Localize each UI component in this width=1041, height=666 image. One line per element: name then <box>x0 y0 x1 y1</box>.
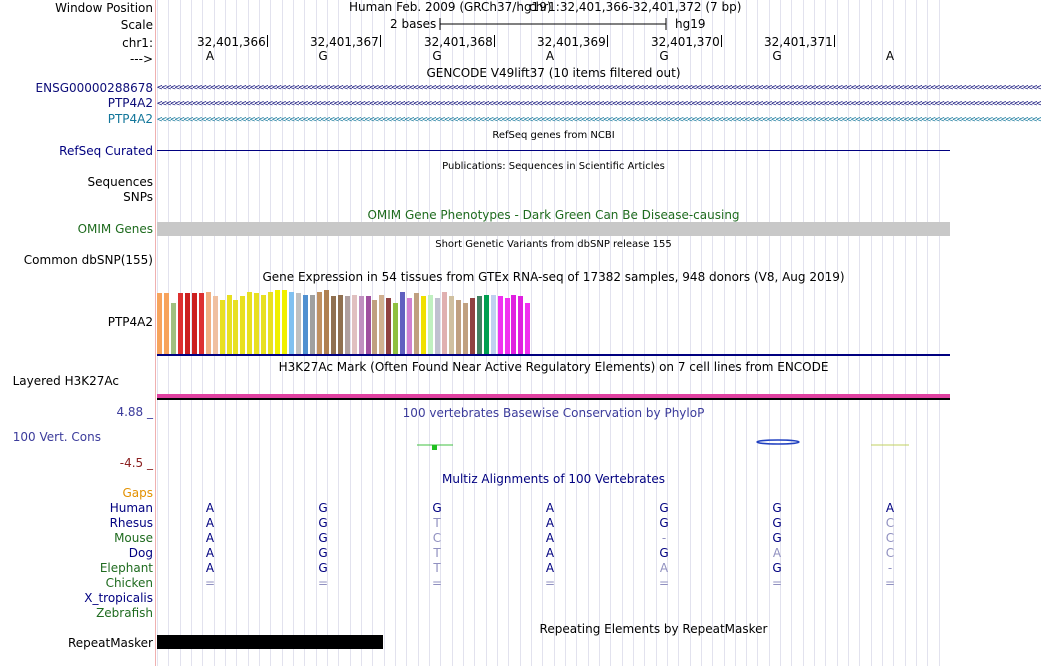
multiz-title: Multiz Alignments of 100 Vertebrates <box>441 472 666 486</box>
species-label-mouse: Mouse <box>114 531 153 545</box>
gtex-tissue-bar[interactable] <box>199 293 204 354</box>
base-letter: A <box>545 546 555 560</box>
gtex-tissue-bar[interactable] <box>386 298 391 354</box>
base-letter: T <box>433 546 441 560</box>
coordinate-label: 32,401,371 <box>764 35 833 49</box>
gtex-tissue-bar[interactable] <box>414 293 419 354</box>
base-letter: = <box>658 576 670 590</box>
alignment-row-mouse <box>157 531 950 545</box>
omim-title: OMIM Gene Phenotypes - Dark Green Can Be Disease-causing <box>367 208 740 222</box>
gtex-tissue-bar[interactable] <box>185 293 190 354</box>
gtex-tissue-bar[interactable] <box>505 298 510 354</box>
base-letter: G <box>659 546 669 560</box>
gtex-tissue-bar[interactable] <box>282 290 287 354</box>
refseq-curated-line[interactable] <box>157 150 950 151</box>
gtex-tissue-bar[interactable] <box>275 290 280 354</box>
publications-title: Publications: Sequences in Scientific Articles <box>442 161 665 172</box>
scale-label: Scale <box>120 18 153 32</box>
gtex-tissue-bar[interactable] <box>511 295 516 354</box>
label-divider <box>155 0 156 666</box>
h3k27ac-title: H3K27Ac Mark (Often Found Near Active Regulatory Elements) on 7 cell lines from ENCODE <box>278 360 829 374</box>
gtex-tissue-bar[interactable] <box>233 300 238 354</box>
species-label-elephant: Elephant <box>99 561 153 575</box>
base-letter: G <box>318 531 328 545</box>
dbsnp-title: Short Genetic Variants from dbSNP release 155 <box>435 239 672 250</box>
base-letter: A <box>772 546 782 560</box>
gene-ptp4a2-alt[interactable]: <<<<<<<<<<<<<<<<<<<<<<<<<<<<<<<<<<<<<<<<<<<<<<<<<<<<<<<<<<<<<<<<<<<<<<<<<<<<<<<<<<<<<<<<<<<<<<<<<<<<<<<<<<<<<<<<<<<<<<<<<<<<<<<<<<<<<<<<<<<<<<<<<<<<<<<<<<<<<<<<<<<<<<<<<<<<<<<<<<<<<<<<<<<<<<<<<<<<<<<< <box>157 115 1041 125</box>
base-letter: - <box>887 561 893 575</box>
gtex-tissue-bar[interactable] <box>393 303 398 354</box>
base-letter: C <box>432 531 442 545</box>
base-letter: G <box>659 501 669 515</box>
base-letter: = <box>544 576 556 590</box>
base-letter: G <box>318 516 328 530</box>
coordinate-label: 32,401,366 <box>197 35 266 49</box>
coordinate-tick <box>721 35 722 47</box>
track-label-ptp4a2-gencode[interactable]: PTP4A2 <box>107 96 153 110</box>
gtex-tissue-bar[interactable] <box>324 290 329 354</box>
gtex-tissue-bar[interactable] <box>491 295 496 354</box>
base-letter: G <box>772 516 782 530</box>
gtex-tissue-bar[interactable] <box>518 296 523 354</box>
track-label-ptp4a2-gencode-alt[interactable]: PTP4A2 <box>107 112 153 126</box>
track-label-gaps: Gaps <box>122 486 153 500</box>
cons-signal[interactable] <box>157 436 950 452</box>
coordinate-tick <box>607 35 608 47</box>
gtex-tissue-bar[interactable] <box>157 293 162 354</box>
gtex-title: Gene Expression in 54 tissues from GTEx RNA-seq of 17382 samples, 948 donors (V8, Aug 2019) <box>262 270 845 284</box>
gtex-tissue-bar[interactable] <box>428 295 433 354</box>
base-letter: C <box>885 546 895 560</box>
base-letter: G <box>318 561 328 575</box>
species-label-x-tropicalis: X_tropicalis <box>84 591 153 605</box>
coordinate-tick <box>834 35 835 47</box>
species-label-zebrafish: Zebrafish <box>96 606 153 620</box>
gtex-tissue-bar[interactable] <box>435 298 440 354</box>
cons-axis-top: 4.88 _ <box>116 405 153 419</box>
gtex-tissue-bar[interactable] <box>366 296 371 354</box>
gtex-tissue-bar[interactable] <box>359 296 364 354</box>
gtex-tissue-bar[interactable] <box>338 295 343 354</box>
species-label-human: Human <box>109 501 153 515</box>
scale-bar <box>439 17 669 31</box>
base-letter: A <box>205 49 215 63</box>
track-label-snps[interactable]: SNPs <box>123 190 153 204</box>
base-letter: T <box>433 516 441 530</box>
base-letter: A <box>885 501 895 515</box>
alignment-row-human <box>157 501 950 515</box>
track-label-sequences[interactable]: Sequences <box>87 175 153 189</box>
assembly-title: Human Feb. 2009 (GRCh37/hg19) <box>349 0 552 14</box>
coordinate-label: 32,401,368 <box>424 35 493 49</box>
base-letter: G <box>772 501 782 515</box>
species-label-dog: Dog <box>128 546 153 560</box>
base-letter: A <box>205 516 215 530</box>
base-letter: A <box>545 516 555 530</box>
gencode-title: GENCODE V49lift37 (10 items filtered out) <box>426 66 681 80</box>
base-letter: G <box>772 561 782 575</box>
alignment-row-chicken <box>157 576 950 590</box>
gtex-tissue-bar[interactable] <box>407 298 412 354</box>
base-letter: G <box>432 501 442 515</box>
gtex-tissue-bar[interactable] <box>303 295 308 354</box>
gtex-tissue-bar[interactable] <box>213 296 218 354</box>
chr-label: chr1: <box>122 36 153 50</box>
base-letter: = <box>884 576 896 590</box>
gtex-tissue-bar[interactable] <box>268 292 273 354</box>
track-label-omim-genes[interactable]: OMIM Genes <box>77 222 153 236</box>
base-letter: G <box>432 49 442 63</box>
window-position-label: Window Position <box>55 1 153 15</box>
base-letter: C <box>885 531 895 545</box>
base-letter: - <box>661 531 667 545</box>
omim-gene-band[interactable] <box>157 222 950 236</box>
gtex-tissue-bar[interactable] <box>240 296 245 354</box>
alignment-row-elephant <box>157 561 950 575</box>
base-letter: T <box>433 561 441 575</box>
browser-image[interactable] <box>157 0 1041 666</box>
gtex-tissue-bar[interactable] <box>484 295 489 354</box>
track-label-ensg[interactable]: ENSG00000288678 <box>35 81 153 95</box>
base-letter: = <box>317 576 329 590</box>
scale-db: hg19 <box>675 17 706 31</box>
gtex-tissue-bar[interactable] <box>372 300 377 354</box>
base-letter: = <box>771 576 783 590</box>
strand-arrow-label: ---> <box>129 52 153 66</box>
gtex-tissue-bar[interactable] <box>192 293 197 354</box>
gtex-tissue-bar[interactable] <box>525 303 530 354</box>
gtex-tissue-bar[interactable] <box>178 293 183 354</box>
gtex-baseline <box>157 354 950 356</box>
base-letter: A <box>545 561 555 575</box>
gtex-tissue-bar[interactable] <box>379 295 384 354</box>
species-label-rhesus: Rhesus <box>109 516 153 530</box>
coordinate-label: 32,401,370 <box>651 35 720 49</box>
track-label-column <box>0 0 155 666</box>
track-label-100-vert-cons[interactable]: 100 Vert. Cons <box>12 430 101 444</box>
gtex-tissue-bar[interactable] <box>400 292 405 354</box>
gtex-tissue-bar[interactable] <box>421 296 426 354</box>
gtex-tissue-bar[interactable] <box>498 296 503 354</box>
track-label-repeatmasker[interactable]: RepeatMasker <box>67 636 153 650</box>
track-label-layered-h3k27ac[interactable]: Layered H3K27Ac <box>12 374 119 388</box>
gene-ptp4a2[interactable]: <<<<<<<<<<<<<<<<<<<<<<<<<<<<<<<<<<<<<<<<<<<<<<<<<<<<<<<<<<<<<<<<<<<<<<<<<<<<<<<<<<<<<<<<<<<<<<<<<<<<<<<<<<<<<<<<<<<<<<<<<<<<<<<<<<<<<<<<<<<<<<<<<<<<<<<<<<<<<<<<<<<<<<<<<<<<<<<<<<<<<<<<<<<<<<<<<<<<<<<< <box>157 99 1041 109</box>
base-letter: = <box>431 576 443 590</box>
base-letter: G <box>318 501 328 515</box>
base-letter: G <box>772 531 782 545</box>
base-letter: A <box>205 501 215 515</box>
base-letter: G <box>659 49 669 63</box>
coordinate-tick <box>494 35 495 47</box>
coordinate-tick <box>267 35 268 47</box>
cons-axis-bottom: -4.5 _ <box>119 456 153 470</box>
base-letter: A <box>545 531 555 545</box>
base-letter: A <box>205 561 215 575</box>
gtex-tissue-bar[interactable] <box>289 292 294 354</box>
gtex-tissue-bar[interactable] <box>206 292 211 354</box>
gtex-tissue-bar[interactable] <box>456 300 461 354</box>
refseq-title: RefSeq genes from NCBI <box>492 130 615 141</box>
species-label-chicken: Chicken <box>105 576 153 590</box>
gene-ensg00000288678[interactable]: <<<<<<<<<<<<<<<<<<<<<<<<<<<<<<<<<<<<<<<<<<<<<<<<<<<<<<<<<<<<<<<<<<<<<<<<<<<<<<<<<<<<<<<<<<<<<<<<<<<<<<<<<<<<<<<<<<<<<<<<<<<<<<<<<<<<<<<<<<<<<<<<<<<<<<<<<<<<<<<<<<<<<<<<<<<<<<<<<<<<<<<<<<<<<<<<<<<<<<<< <box>157 83 1041 93</box>
coordinate-tick <box>380 35 381 47</box>
base-letter: A <box>545 501 555 515</box>
h3k27ac-baseline <box>157 398 950 400</box>
track-label-refseq-curated[interactable]: RefSeq Curated <box>59 144 153 158</box>
base-letter: C <box>885 516 895 530</box>
track-label-gtex-ptp4a2[interactable]: PTP4A2 <box>107 315 153 329</box>
gtex-tissue-bar[interactable] <box>352 295 357 354</box>
gtex-tissue-bar[interactable] <box>261 295 266 354</box>
gtex-tissue-bar[interactable] <box>254 293 259 354</box>
gtex-tissue-bar[interactable] <box>227 295 232 354</box>
track-label-common-dbsnp[interactable]: Common dbSNP(155) <box>23 253 153 267</box>
gtex-tissue-bar[interactable] <box>220 300 225 354</box>
base-letter: A <box>885 49 895 63</box>
base-letter: G <box>318 546 328 560</box>
window-position-value: chr1:32,401,366-32,401,372 (7 bp) <box>529 0 742 14</box>
base-row <box>157 49 950 63</box>
alignment-row-rhesus <box>157 516 950 530</box>
scale-text: 2 bases <box>390 17 437 31</box>
repeat-title: Repeating Elements by RepeatMasker <box>539 622 768 636</box>
gtex-tissue-bar[interactable] <box>171 303 176 354</box>
cons-title: 100 vertebrates Basewise Conservation by PhyloP <box>402 406 705 420</box>
alignment-row-dog <box>157 546 950 560</box>
gtex-tissue-bar[interactable] <box>296 293 301 354</box>
coordinate-label: 32,401,369 <box>537 35 606 49</box>
gtex-tissue-bar[interactable] <box>470 298 475 354</box>
base-letter: G <box>318 49 328 63</box>
gtex-tissue-bar[interactable] <box>164 293 169 354</box>
base-letter: A <box>659 561 669 575</box>
gtex-tissue-bar[interactable] <box>247 292 252 354</box>
base-letter: A <box>205 546 215 560</box>
gtex-tissue-bar[interactable] <box>317 292 322 354</box>
gtex-tissue-bar[interactable] <box>463 303 468 354</box>
gtex-tissue-bar[interactable] <box>331 296 336 354</box>
repeat-element[interactable] <box>157 635 383 649</box>
gtex-tissue-bar[interactable] <box>449 296 454 354</box>
gtex-tissue-bar[interactable] <box>310 295 315 354</box>
coordinate-label: 32,401,367 <box>310 35 379 49</box>
base-letter: A <box>205 531 215 545</box>
gtex-tissue-bar[interactable] <box>345 296 350 354</box>
base-letter: G <box>772 49 782 63</box>
gtex-bar-chart[interactable] <box>157 290 557 354</box>
base-letter: G <box>659 516 669 530</box>
gtex-tissue-bar[interactable] <box>442 292 447 354</box>
base-letter: A <box>545 49 555 63</box>
gtex-tissue-bar[interactable] <box>477 296 482 354</box>
base-letter: = <box>204 576 216 590</box>
